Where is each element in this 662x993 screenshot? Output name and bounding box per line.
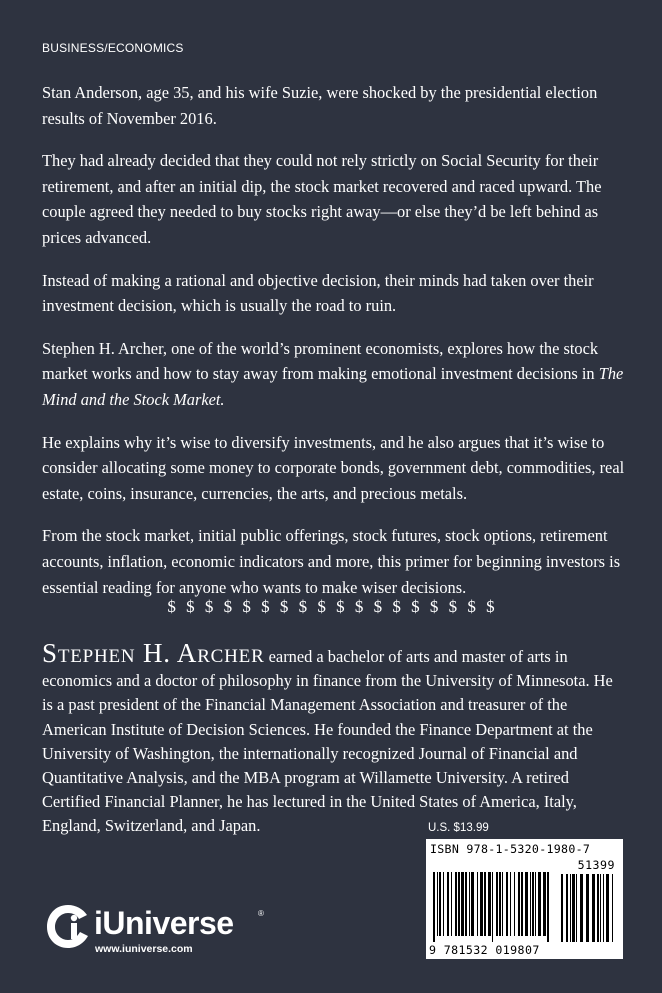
- price-addon-code: 51399: [577, 858, 615, 872]
- blurb-paragraph-6: From the stock market, initial public offerings, stock futures, stock options, retirement accounts, inflation, economic indicators and more, this primer for beginning investors is essential reading for anyone who wants to make wiser decisions.: [42, 526, 621, 597]
- author-bio-text: earned a bachelor of arts and master of arts in economics and a doctor of philosophy in finance from the University of Minnesota. He is a past president of the Financial Management Association and treasurer of the American Institute of Decision Sciences. He founded the Finance Department at the University of Washington, the internationally recognized Journal of Financial and Quantitative Analysis, and the MBA program at Willamette University. A retired Certified Financial Planner, he has lectured in the United States of America, Italy, England, Switzerland, and Japan.: [42, 647, 613, 836]
- author-name: Stephen H. Archer: [42, 638, 265, 668]
- logo-wordmark: iUniverse: [94, 905, 234, 941]
- blurb: [42, 80, 627, 617]
- blurb-paragraph-5: He explains why it’s wise to diversify investments, and he also argues that it’s wise to consider allocating some money to corporate bonds, government debt, commodities, real estate, coins, insurance, currencies, the arts, and precious metals.: [42, 432, 625, 503]
- blurb-paragraph-3: Instead of making a rational and objective decision, their minds had taken over their investment decision, which is usually the road to ruin.: [42, 270, 594, 316]
- registered-mark: ®: [258, 909, 264, 918]
- price-label: U.S. $13.99: [428, 822, 489, 834]
- ean-number: 9 781532 019807: [429, 943, 540, 957]
- book-title: The Mind and the Stock Market.: [42, 364, 624, 409]
- publisher-logo: [44, 895, 284, 965]
- blurb-paragraph-1: Stan Anderson, age 35, and his wife Suzie, were shocked by the presidential election results of November 2016.: [42, 83, 598, 128]
- barcode-panel: [426, 839, 623, 959]
- publisher-url: www.iuniverse.com: [95, 943, 193, 955]
- blurb-paragraph-4: [42, 336, 627, 413]
- iuniverse-logo-icon: [44, 901, 92, 953]
- author-bio: [42, 638, 627, 839]
- dollar-divider: $ $ $ $ $ $ $ $ $ $ $ $ $ $ $ $ $ $: [167, 597, 495, 616]
- blurb-paragraph-2: They had already decided that they could not rely strictly on Social Security for their retirement, and after an initial dip, the stock market recovered and raced upward. The couple agreed they needed to buy stocks right away—or else they’d be left behind as prices advanced.: [42, 151, 602, 247]
- isbn-number: ISBN 978-1-5320-1980-7: [430, 842, 591, 856]
- barcode-icon: [431, 872, 618, 942]
- blurb-paragraph-4-text: Stephen H. Archer, one of the world’s prominent economists, explores how the stock market works and how to stay away from making emotional investment decisions in: [42, 338, 599, 384]
- category-label: BUSINESS/ECONOMICS: [42, 41, 184, 55]
